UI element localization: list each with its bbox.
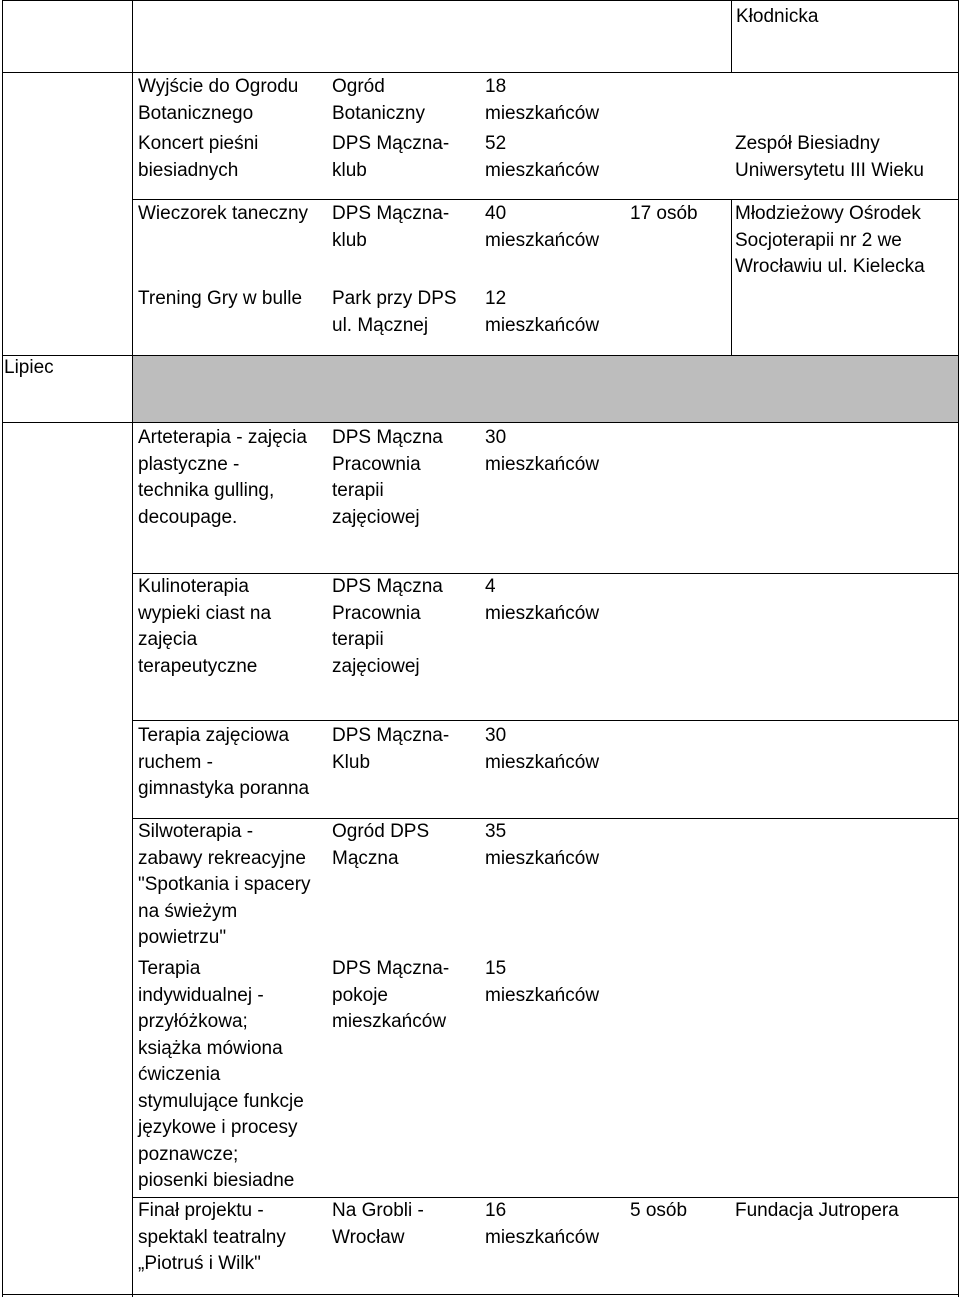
activity-cell: Koncert pieśni biesiadnych [138, 133, 259, 181]
partner-cell: Zespół Biesiadny Uniwersytetu III Wieku [735, 133, 924, 181]
guests-cell: 17 osób [630, 203, 698, 224]
participants-cell: 35 mieszkańców [485, 821, 600, 869]
participants-cell: 30 mieszkańców [485, 725, 600, 773]
partner-cell: Młodzieżowy Ośrodek Socjoterapii nr 2 we Wrocławiu ul. Kielecka [735, 203, 925, 277]
participants-cell: 4 mieszkańców [485, 576, 600, 624]
activity-cell: Kulinoterapia wypieki ciast na zajęcia terapeutyczne [138, 576, 272, 677]
month-band [132, 355, 958, 422]
place-cell: DPS Mączna- Klub [332, 725, 450, 773]
participants-cell: 40 mieszkańców [485, 203, 600, 251]
activity-cell: Finał projektu - spektakl teatralny „Piotruś i Wilk" [138, 1200, 286, 1274]
place-cell: DPS Mączna- klub [332, 203, 450, 251]
place-cell: Na Grobli - Wrocław [332, 1200, 424, 1248]
guests-cell: 5 osób [630, 1200, 688, 1221]
participants-cell: 16 mieszkańców [485, 1200, 600, 1248]
place-cell: Ogród DPS Mączna [332, 821, 430, 869]
place-cell: DPS Mączna Pracownia terapii zajęciowej [332, 427, 443, 528]
activity-cell: Terapia indywidualnej - przyłóżkowa; książka mówiona ćwiczenia stymulujące funkcje językowe i procesy poznawcze; piosenki biesiadne [138, 958, 304, 1191]
participants-cell: 52 mieszkańców [485, 133, 600, 181]
organizer-header: Kłodnicka [736, 6, 819, 27]
activity-cell: Wyjście do Ogrodu Botanicznego [138, 76, 299, 124]
activity-cell: Terapia zajęciowa ruchem - gimnastyka poranna [138, 725, 310, 799]
activity-cell: Silwoterapia - zabawy rekreacyjne "Spotkania i spacery na świeżym powietrzu" [138, 821, 311, 948]
participants-cell: 15 mieszkańców [485, 958, 600, 1006]
activity-cell: Wieczorek taneczny [138, 203, 309, 224]
place-cell: DPS Mączna- klub [332, 133, 450, 181]
place-cell: Ogród Botaniczny [332, 76, 425, 124]
partner-cell: Fundacja Jutropera [735, 1200, 899, 1221]
place-cell: DPS Mączna- pokoje mieszkańców [332, 958, 450, 1032]
place-cell: DPS Mączna Pracownia terapii zajęciowej [332, 576, 443, 677]
participants-cell: 30 mieszkańców [485, 427, 600, 475]
month-label: Lipiec [4, 357, 54, 378]
participants-cell: 18 mieszkańców [485, 76, 600, 124]
activity-cell: Arteterapia - zajęcia plastyczne - technika gulling, decoupage. [138, 427, 307, 528]
participants-cell: 12 mieszkańców [485, 288, 600, 336]
activity-cell: Trening Gry w bulle [138, 288, 303, 309]
place-cell: Park przy DPS ul. Mącznej [332, 288, 457, 336]
